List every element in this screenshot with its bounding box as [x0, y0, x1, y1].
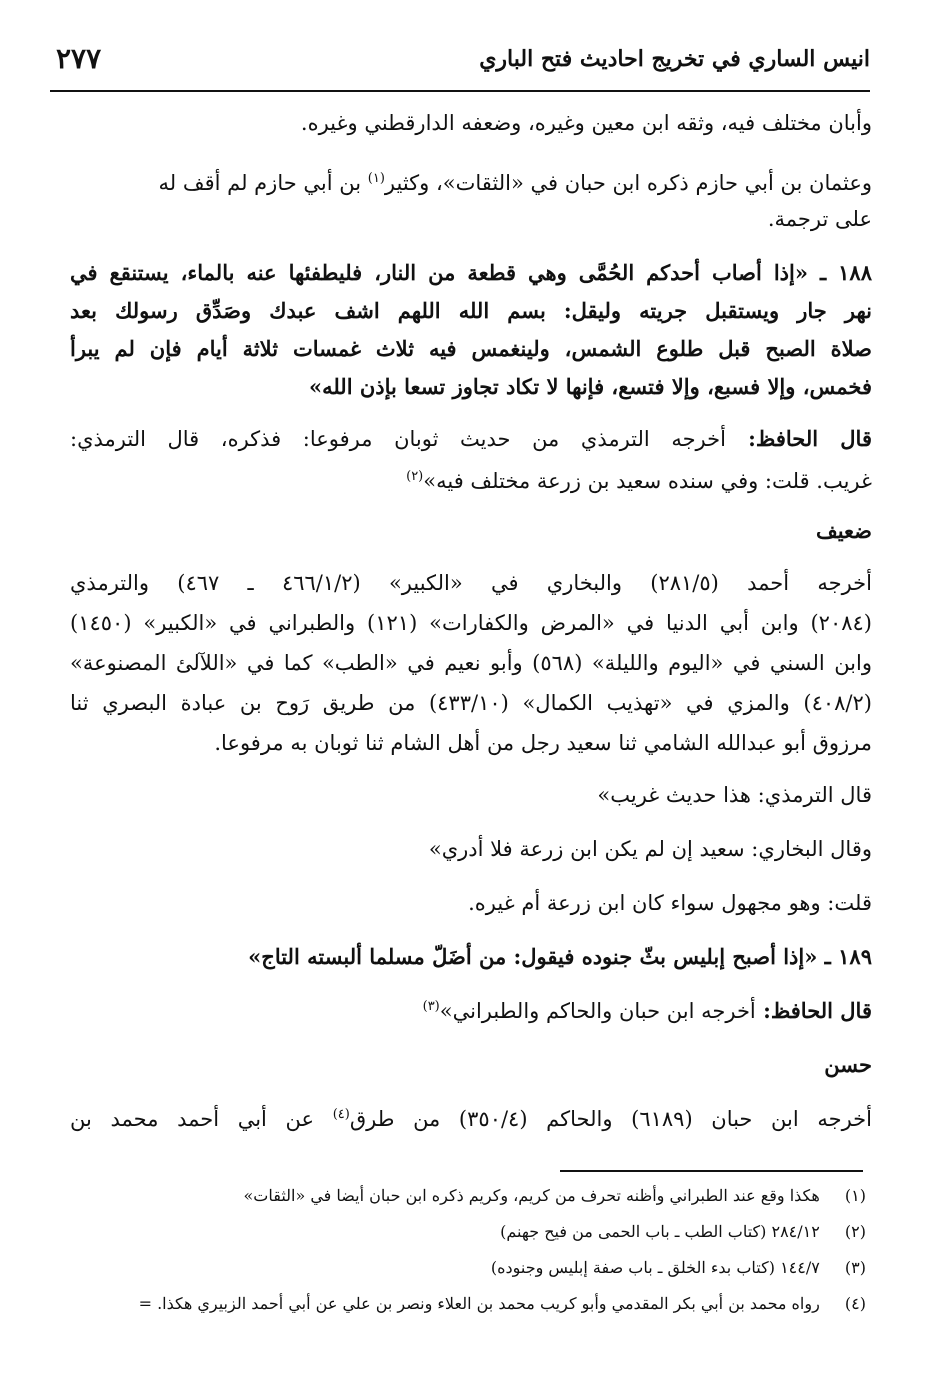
hafiz-quote-189	[423, 992, 872, 1026]
takhrij-line: أخرجه أحمد (٢٨١/٥) والبخاري في «الكبير» (٤٦٦/١/٢ ـ ٤٦٧) والترمذي	[70, 571, 872, 595]
hafiz-quote-188	[406, 462, 872, 496]
footnote-ref: (٢)	[406, 469, 424, 484]
footnote-ref: (٤)	[332, 1107, 350, 1122]
footnote-divider	[560, 1170, 863, 1172]
quote-line: وقال البخاري: سعيد إن لم يكن ابن زرعة فلا أدري»	[428, 837, 872, 861]
takhrij-line	[70, 1100, 872, 1134]
page-header	[50, 40, 870, 92]
hadith-188-line: فخمس، وإلا فسبع، وإلا فتسع، فإنها لا تكاد تجاوز تسعا بإذن الله»	[308, 374, 872, 399]
text: أخرجه الترمذي من حديث ثوبان مرفوعا: فذكره، قال الترمذي:	[70, 427, 726, 451]
hadith-text: «إذا أصاب أحدكم الحُمَّى وهي قطعة من النار، فليطفئها عنه بالماء، يستنقع في	[70, 260, 808, 285]
takhrij-line: مرزوق أبو عبدالله الشامي ثنا سعيد رجل من أهل الشام ثنا ثوبان به مرفوعا.	[214, 731, 872, 755]
footnote-text: ٢٨٤/١٢ (كتاب الطب ـ باب الحمى من فيح جهنم)	[500, 1222, 820, 1241]
takhrij-line: وابن السني في «اليوم والليلة» (٥٦٨) وأبو نعيم في «الطب» كما في «اللآلئ المصنوعة»	[70, 651, 872, 675]
text: عن أبي أحمد محمد بن	[70, 1107, 333, 1131]
body-line: على ترجمة.	[767, 207, 872, 231]
footnote	[139, 1292, 866, 1316]
footnote-number: (٢)	[844, 1222, 866, 1241]
hafiz-label: قال الحافظ:	[725, 426, 872, 451]
footnote	[244, 1184, 867, 1208]
body-line	[159, 164, 872, 198]
hadith-188-line	[70, 258, 872, 288]
footnote	[500, 1220, 866, 1244]
footnote-number: (١)	[844, 1186, 866, 1205]
takhrij-line: (٤٠٨/٢) والمزي في «تهذيب الكمال» (٤٣٣/١٠) من طريق رَوح بن عبادة البصري ثنا	[70, 691, 872, 715]
hadith-number: ١٨٩ ـ	[817, 944, 872, 969]
grade-label: ضعيف	[815, 518, 872, 543]
quote-line: قلت: وهو مجهول سواء كان ابن زرعة أم غيره.	[468, 891, 872, 915]
running-title: انيس الساري في تخريج احاديث فتح الباري	[479, 46, 870, 72]
hafiz-quote-188	[70, 424, 872, 454]
hafiz-label: قال الحافظ:	[755, 998, 872, 1023]
hadith-188-line: نهر جار ويستقبل جريته وليقل: بسم الله اللهم اشف عبدك وصَدِّق رسولك بعد	[70, 298, 872, 323]
text: غريب. قلت: وفي سنده سعيد بن زرعة مختلف فيه»	[423, 469, 872, 493]
hadith-number: ١٨٨ ـ	[807, 260, 872, 285]
text: وعثمان بن أبي حازم ذكره ابن حبان في «الثقات»، وكثير	[384, 171, 872, 195]
footnote-text: هكذا وقع عند الطبراني وأظنه تحرف من كريم، وكريم ذكره ابن حبان أيضا في «الثقات»	[243, 1186, 820, 1205]
text: بن أبي حازم لم أقف له	[158, 171, 368, 195]
hadith-188-line: صلاة الصبح قبل طلوع الشمس، ولينغمس فيه ثلاث غمسات ثلاثة أيام فإن لم يبرأ	[70, 336, 872, 361]
footnote-number: (٣)	[844, 1258, 866, 1277]
takhrij-line: (٢٠٨٤) وابن أبي الدنيا في «المرض والكفارات» (١٢١) والطبراني في «الكبير» (١٤٥٠)	[70, 611, 872, 635]
grade-label: حسن	[824, 1052, 872, 1077]
text: أخرجه ابن حبان والحاكم والطبراني»	[439, 999, 756, 1023]
quote-line: قال الترمذي: هذا حديث غريب»	[597, 783, 872, 807]
hadith-text: «إذا أصبح إبليس بثّ جنوده فيقول: من أضَلّ مسلما ألبسته التاج»	[248, 944, 818, 969]
footnote-ref: (١)	[367, 171, 385, 186]
footnote-text: ١٤٤/٧ (كتاب بدء الخلق ـ باب صفة إبليس وجنوده)	[490, 1258, 820, 1277]
body-line: وأبان مختلف فيه، وثقه ابن معين وغيره، وضعفه الدارقطني وغيره.	[300, 111, 872, 135]
page-number: ٢٧٧	[56, 42, 102, 75]
hadith-189-line	[248, 942, 872, 972]
footnote	[491, 1256, 866, 1280]
footnote-number: (٤)	[844, 1294, 866, 1313]
footnote-text: رواه محمد بن أبي بكر المقدمي وأبو كريب محمد بن العلاء ونصر بن علي عن أبي أحمد الزبيري هكذا. =	[138, 1294, 820, 1313]
text: أخرجه ابن حبان (٦١٨٩) والحاكم (٣٥٠/٤) من طرق	[349, 1107, 872, 1131]
footnote-ref: (٣)	[422, 999, 440, 1014]
